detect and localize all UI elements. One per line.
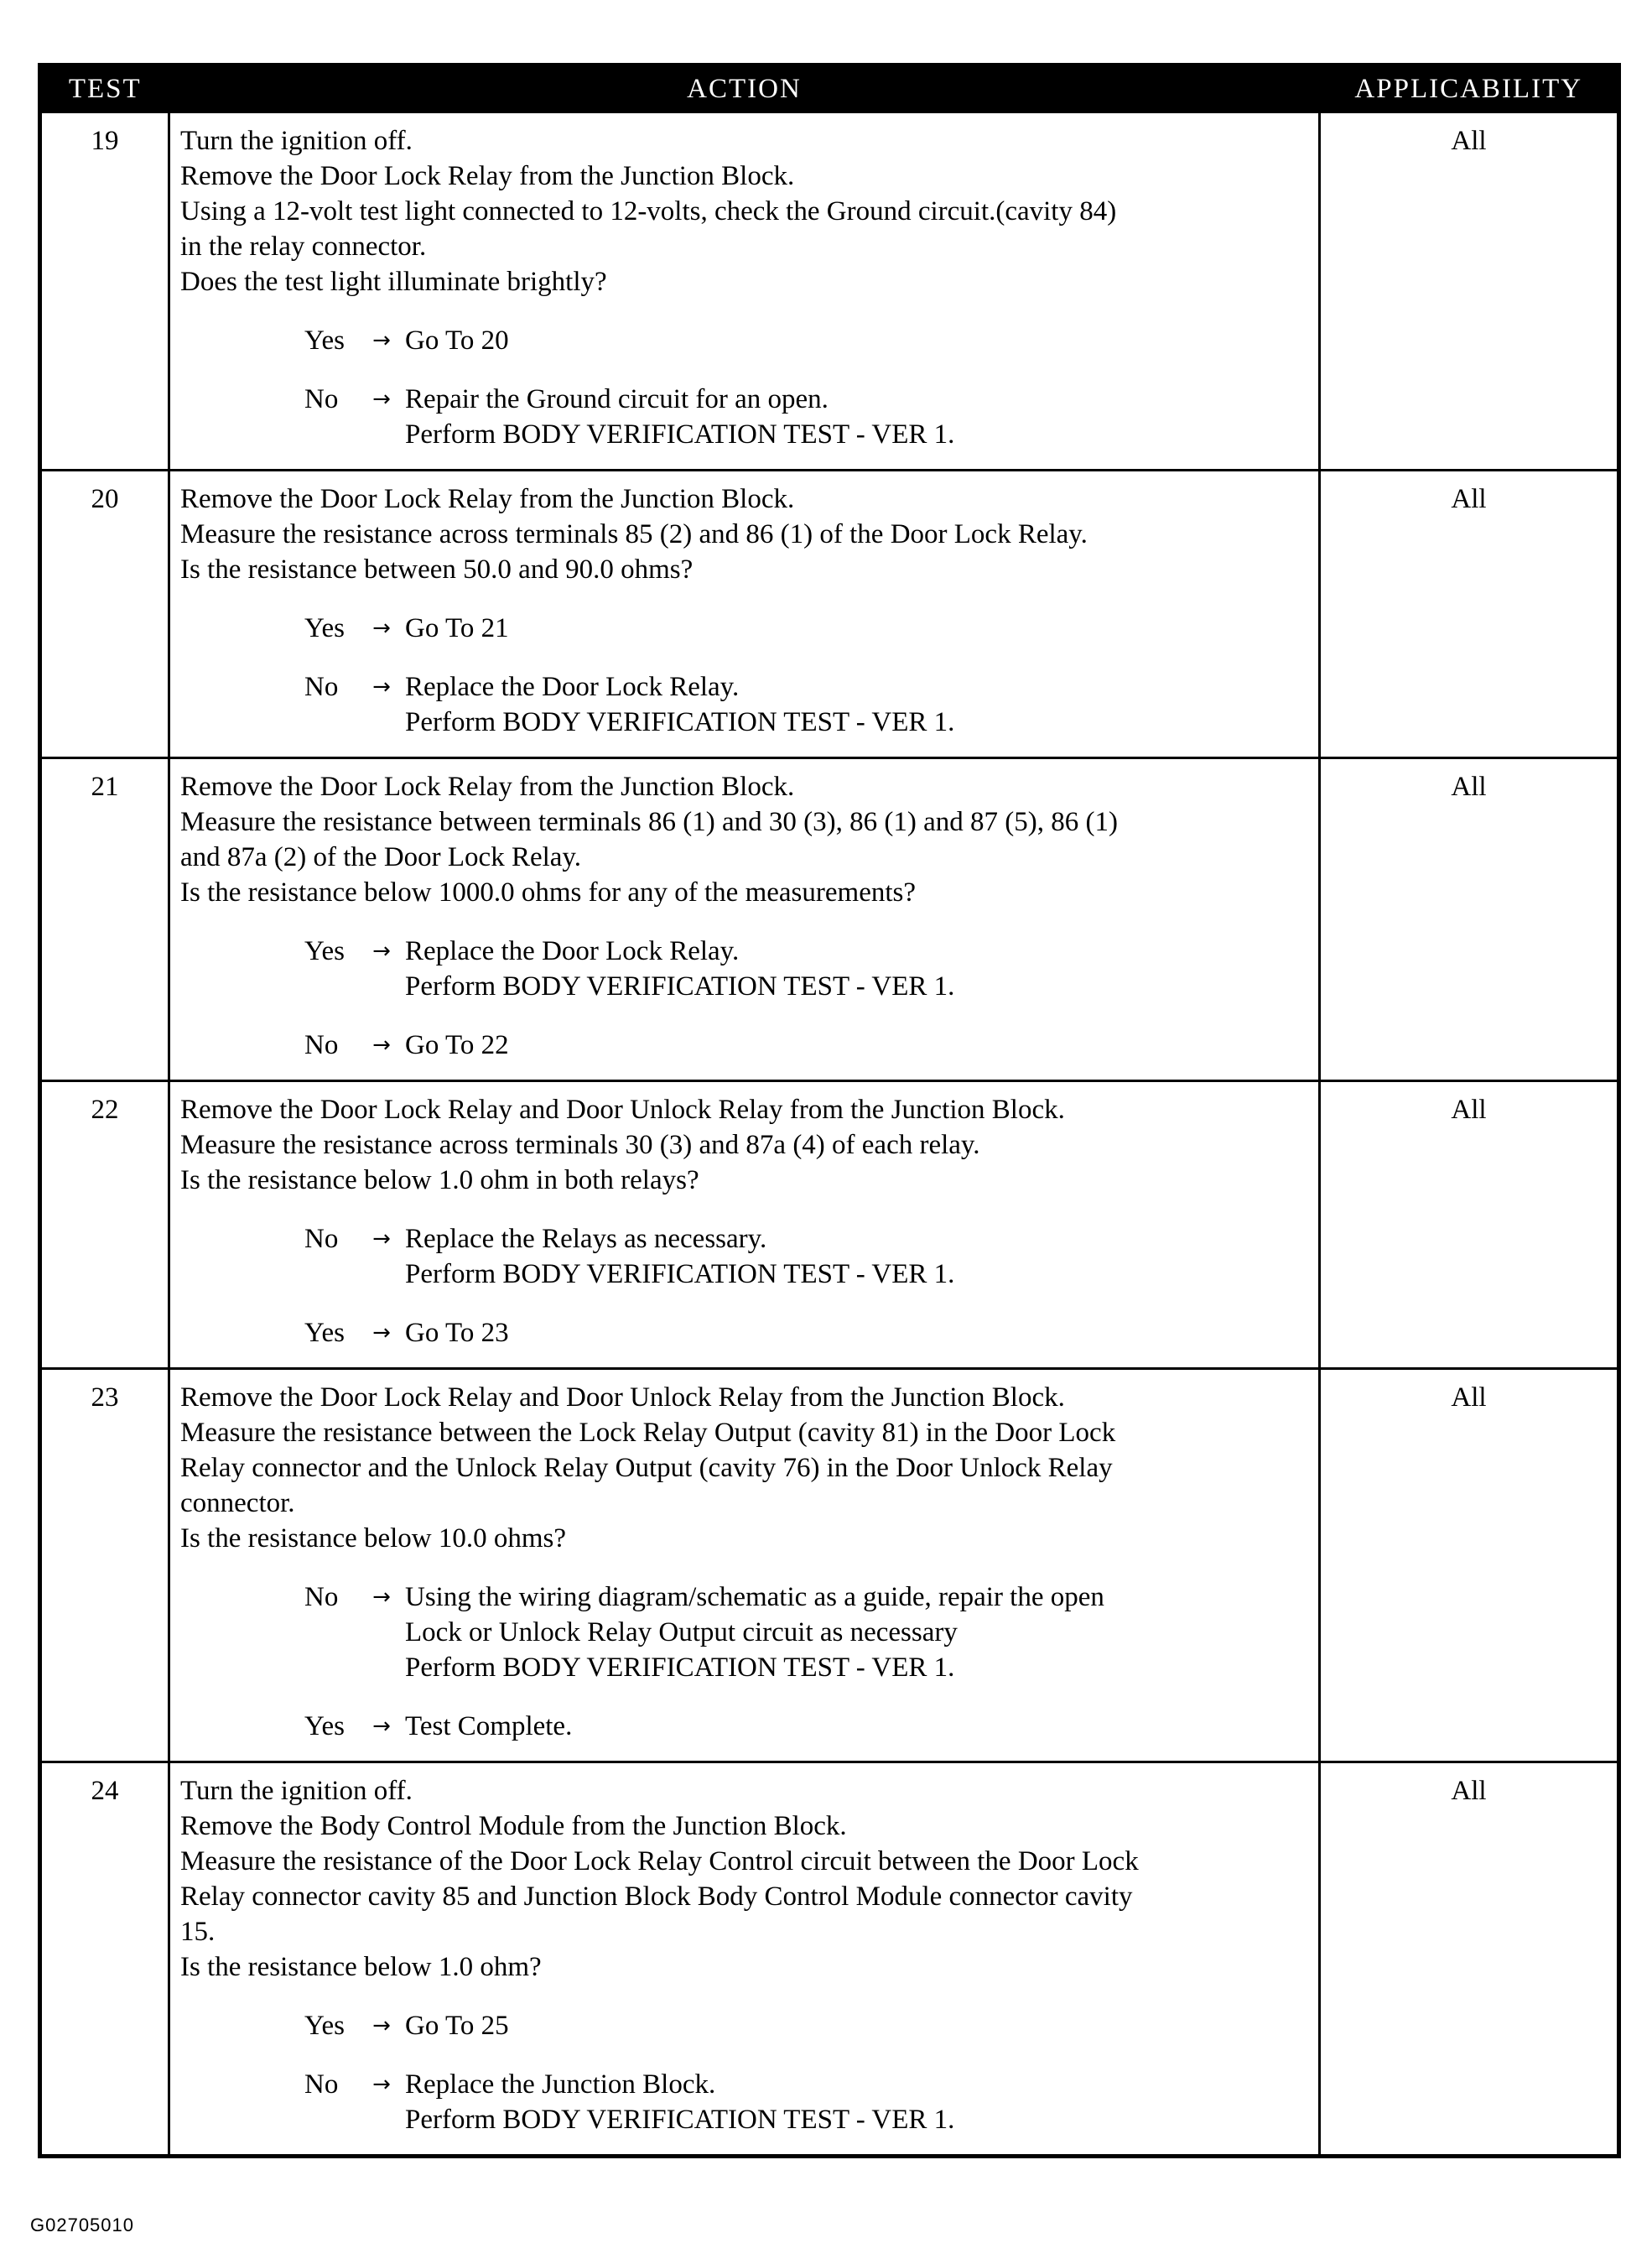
right-arrow-icon: → [372, 1320, 391, 1345]
test-number: 19 [40, 112, 169, 471]
outcome-result [405, 1315, 1310, 1351]
outcome-result [405, 1580, 1310, 1685]
action-line: Remove the Door Lock Relay from the Junction Block. [180, 484, 795, 514]
right-arrow-icon: → [372, 616, 391, 641]
outcome-answer: Yes [304, 325, 345, 356]
action-line: Remove the Door Lock Relay and Door Unlock Relay from the Junction Block. [180, 1095, 1065, 1125]
right-arrow-icon: → [372, 2072, 391, 2097]
document-code: G02705010 [30, 2215, 134, 2235]
action-line: Is the resistance below 1.0 ohm? [180, 1952, 542, 1982]
outcome-item [304, 1709, 1310, 1744]
test-applicability: All [1320, 471, 1619, 758]
outcome-item [304, 2008, 1310, 2043]
outcome-result-line: Replace the Door Lock Relay. [405, 936, 740, 966]
action-line: Measure the resistance between terminals 86 (1) and 30 (3), 86 (1) and 87 (5), 86 (1) [180, 807, 1118, 837]
outcome-list [304, 934, 1310, 1063]
table-row [40, 1081, 1619, 1369]
outcome-answer: Yes [304, 2011, 345, 2041]
outcome-result [405, 611, 1310, 646]
table-row [40, 112, 1619, 471]
action-line: Measure the resistance across terminals 30 (3) and 87a (4) of each relay. [180, 1130, 980, 1160]
outcome-answer: No [304, 1224, 339, 1254]
outcome-result-line: Go To 25 [405, 2011, 509, 2041]
outcome-item [304, 1315, 1310, 1351]
action-line: Relay connector and the Unlock Relay Output (cavity 76) in the Door Unlock Relay [180, 1453, 1113, 1483]
outcome-result-line: Repair the Ground circuit for an open. [405, 384, 829, 414]
header-test: TEST [40, 65, 169, 112]
outcome-item [304, 611, 1310, 646]
outcome-result-line: Replace the Door Lock Relay. [405, 672, 740, 702]
outcome-result [405, 382, 1310, 452]
header-action: ACTION [169, 65, 1320, 112]
outcome-answer: Yes [304, 1318, 345, 1348]
right-arrow-icon: → [372, 328, 391, 353]
action-line: connector. [180, 1488, 295, 1518]
test-number: 24 [40, 1762, 169, 2157]
outcome-answer: Yes [304, 1711, 345, 1741]
test-action [169, 1762, 1320, 2157]
test-action [169, 112, 1320, 471]
outcome-item [304, 934, 1310, 1004]
table-row [40, 758, 1619, 1081]
right-arrow-icon: → [372, 1714, 391, 1739]
action-line: Measure the resistance across terminals 85 (2) and 86 (1) of the Door Lock Relay. [180, 519, 1088, 549]
outcome-answer: No [304, 1582, 339, 1612]
outcome-result [405, 1221, 1310, 1292]
outcome-item [304, 382, 1310, 452]
outcome-item [304, 669, 1310, 740]
outcome-list [304, 611, 1310, 740]
outcome-answer: Yes [304, 613, 345, 643]
outcome-result-line: Perform BODY VERIFICATION TEST - VER 1. [405, 707, 955, 737]
outcome-result [405, 669, 1310, 740]
table-body [40, 112, 1619, 2157]
action-line: Remove the Body Control Module from the Junction Block. [180, 1811, 847, 1841]
right-arrow-icon: → [372, 1226, 391, 1252]
outcome-result-line: Replace the Junction Block. [405, 2069, 716, 2100]
test-applicability: All [1320, 1762, 1619, 2157]
outcome-result-line: Go To 21 [405, 613, 509, 643]
table-row [40, 471, 1619, 758]
outcome-result-line: Perform BODY VERIFICATION TEST - VER 1. [405, 419, 955, 450]
action-line: Remove the Door Lock Relay from the Junction Block. [180, 772, 795, 802]
outcome-answer: No [304, 672, 339, 702]
table-header-row [40, 65, 1619, 112]
outcome-answer: No [304, 2069, 339, 2100]
action-line: and 87a (2) of the Door Lock Relay. [180, 842, 582, 872]
outcome-answer: No [304, 1030, 339, 1060]
outcome-result [405, 1709, 1310, 1744]
test-applicability: All [1320, 758, 1619, 1081]
test-applicability: All [1320, 112, 1619, 471]
outcome-result-line: Go To 23 [405, 1318, 509, 1348]
outcome-result-line: Using the wiring diagram/schematic as a guide, repair the open [405, 1582, 1104, 1612]
outcome-item [304, 1580, 1310, 1685]
action-line: Using a 12-volt test light connected to 12-volts, check the Ground circuit.(cavity 84) [180, 196, 1117, 226]
action-line: Turn the ignition off. [180, 1776, 413, 1806]
test-number: 20 [40, 471, 169, 758]
outcome-item [304, 1028, 1310, 1063]
test-action [169, 758, 1320, 1081]
outcome-result-line: Perform BODY VERIFICATION TEST - VER 1. [405, 971, 955, 1002]
header-applicability: APPLICABILITY [1320, 65, 1619, 112]
outcome-result-line: Lock or Unlock Relay Output circuit as necessary [405, 1617, 958, 1647]
outcome-list [304, 323, 1310, 452]
action-line: Is the resistance between 50.0 and 90.0 ohms? [180, 554, 694, 585]
action-line: Remove the Door Lock Relay and Door Unlock Relay from the Junction Block. [180, 1382, 1065, 1413]
test-number: 23 [40, 1369, 169, 1762]
outcome-result [405, 2008, 1310, 2043]
outcome-list [304, 2008, 1310, 2137]
outcome-list [304, 1221, 1310, 1351]
outcome-result-line: Go To 20 [405, 325, 509, 356]
right-arrow-icon: → [372, 1033, 391, 1058]
outcome-answer: Yes [304, 936, 345, 966]
table-row [40, 1762, 1619, 2157]
test-table-sheet [38, 63, 1617, 2158]
test-action [169, 471, 1320, 758]
outcome-item [304, 2067, 1310, 2137]
action-line: Measure the resistance of the Door Lock Relay Control circuit between the Door Lock [180, 1846, 1139, 1876]
action-line: 15. [180, 1917, 216, 1947]
outcome-result-line: Replace the Relays as necessary. [405, 1224, 767, 1254]
action-line: Does the test light illuminate brightly? [180, 267, 607, 297]
test-number: 21 [40, 758, 169, 1081]
right-arrow-icon: → [372, 387, 391, 412]
outcome-result [405, 2067, 1310, 2137]
action-line: Measure the resistance between the Lock Relay Output (cavity 81) in the Door Lock [180, 1418, 1116, 1448]
right-arrow-icon: → [372, 674, 391, 700]
outcome-result [405, 323, 1310, 358]
test-applicability: All [1320, 1369, 1619, 1762]
outcome-result [405, 934, 1310, 1004]
outcome-result-line: Perform BODY VERIFICATION TEST - VER 1. [405, 2105, 955, 2135]
test-applicability: All [1320, 1081, 1619, 1369]
test-action [169, 1081, 1320, 1369]
outcome-list [304, 1580, 1310, 1744]
right-arrow-icon: → [372, 939, 391, 964]
action-line: Is the resistance below 1.0 ohm in both relays? [180, 1165, 699, 1195]
test-number: 22 [40, 1081, 169, 1369]
outcome-result-line: Test Complete. [405, 1711, 573, 1741]
test-action [169, 1369, 1320, 1762]
outcome-item [304, 323, 1310, 358]
outcome-item [304, 1221, 1310, 1292]
outcome-result-line: Perform BODY VERIFICATION TEST - VER 1. [405, 1652, 955, 1683]
action-line: Is the resistance below 1000.0 ohms for any of the measurements? [180, 877, 916, 908]
right-arrow-icon: → [372, 2013, 391, 2038]
action-line: Relay connector cavity 85 and Junction Block Body Control Module connector cavity [180, 1881, 1133, 1912]
outcome-result-line: Go To 22 [405, 1030, 509, 1060]
right-arrow-icon: → [372, 1585, 391, 1610]
action-line: in the relay connector. [180, 232, 427, 262]
outcome-result [405, 1028, 1310, 1063]
outcome-answer: No [304, 384, 339, 414]
action-line: Turn the ignition off. [180, 126, 413, 156]
outcome-result-line: Perform BODY VERIFICATION TEST - VER 1. [405, 1259, 955, 1289]
action-line: Is the resistance below 10.0 ohms? [180, 1523, 567, 1554]
table-row [40, 1369, 1619, 1762]
action-line: Remove the Door Lock Relay from the Junction Block. [180, 161, 795, 191]
diagnostic-test-table [38, 63, 1621, 2158]
